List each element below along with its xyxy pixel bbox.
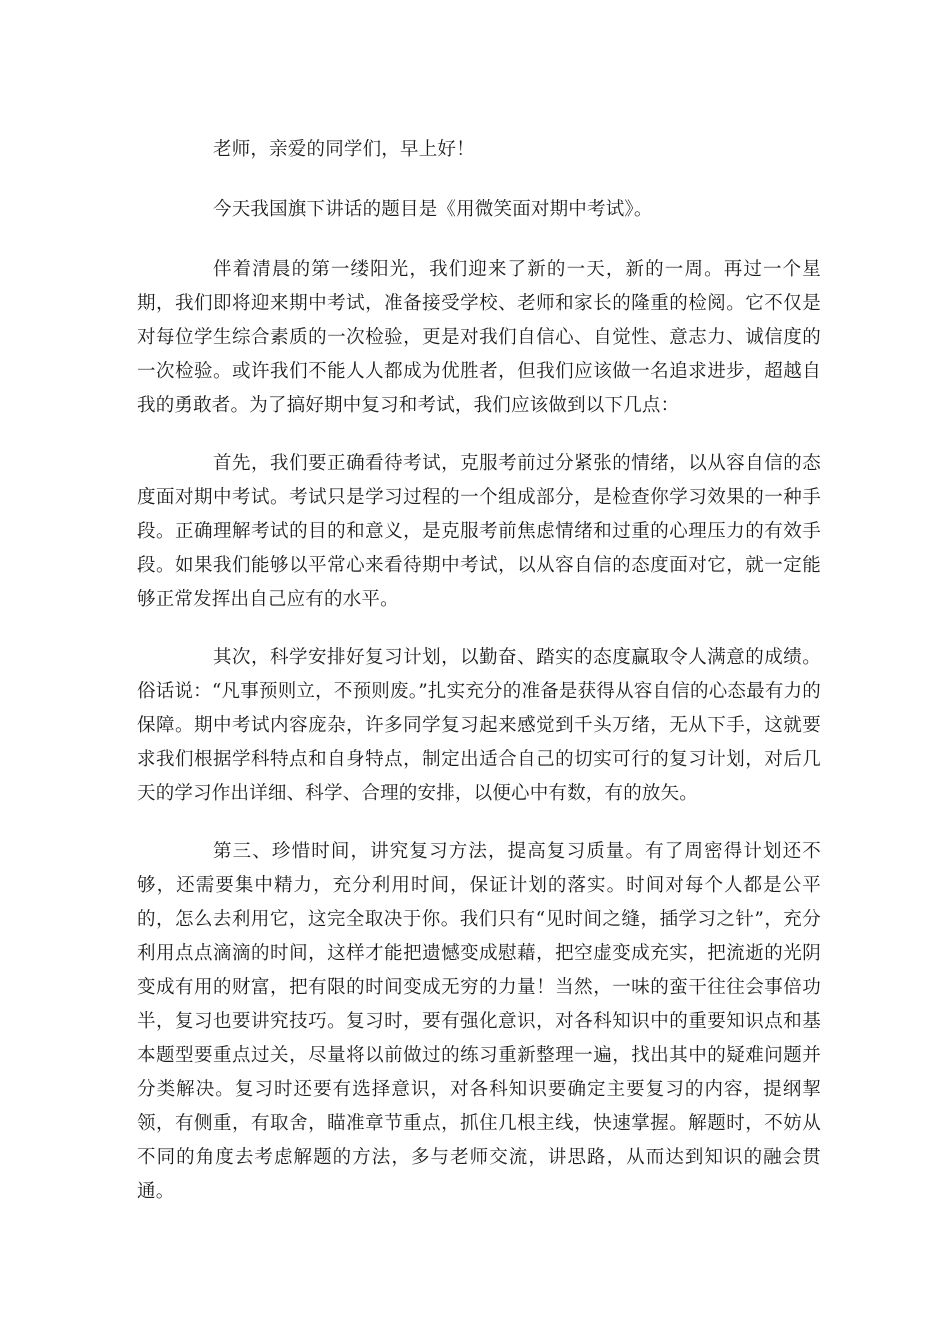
paragraph-first-point: 首先，我们要正确看待考试，克服考前过分紧张的情绪，以从容自信的态度面对期中考试。考试只是学习过程的一个组成部分，是检查你学习效果的一种手段。正确理解考试的目的和意义，是克服考前焦虑情绪和过重的心理压力的有效手段。如果我们能够以平常心来看待期中考试，以从容自信的态度面对它，就一定能够正常发挥出自己应有的水平。 bbox=[137, 453, 821, 610]
paragraph-greeting: 老师，亲爱的同学们，早上好！ bbox=[213, 139, 475, 160]
paragraph-third-point: 第三、珍惜时间，讲究复习方法，提高复习质量。有了周密得计划还不够，还需要集中精力，充分利用时间，保证计划的落实。时间对每个人都是公平的，怎么去利用它，这完全取决于你。我们只有“见时间之缝，插学习之针”，充分利用点点滴滴的时间，这样才能把遗憾变成慰藉，把空虚变成充实，把流逝的光阴变成有用的财富，把有限的时间变成无穷的力量！当然，一味的蛮干往往会事倍功半，复习也要讲究技巧。复习时，要有强化意识，对各科知识中的重要知识点和基本题型要重点过关，尽量将以前做过的练习重新整理一遍，找出其中的疑难问题并分类解决。复习时还要有选择意识，对各科知识要确定主要复习的内容，提纲挈领，有侧重，有取舍，瞄准章节重点，抓住几根主线，快速掌握。解题时，不妨从不同的角度去考虑解题的方法，多与老师交流，讲思路，从而达到知识的融会贯通。 bbox=[137, 841, 821, 1202]
paragraph-second-point: 其次，科学安排好复习计划，以勤奋、踏实的态度赢取令人满意的成绩。俗话说：“凡事预则立，不预则废。”扎实充分的准备是获得从容自信的心态最有力的保障。期中考试内容庞杂，许多同学复习起来感觉到千头万绪，无从下手，这就要求我们根据学科特点和自身特点，制定出适合自己的切实可行的复习计划，对后几天的学习作出详细、科学、合理的安排，以便心中有数，有的放矢。 bbox=[137, 647, 821, 804]
paragraph-intro: 伴着清晨的第一缕阳光，我们迎来了新的一天，新的一周。再过一个星期，我们即将迎来期中考试，准备接受学校、老师和家长的隆重的检阅。它不仅是对每位学生综合素质的一次检验，更是对我们自信心、自觉性、意志力、诚信度的一次检验。或许我们不能人人都成为优胜者，但我们应该做一名追求进步，超越自我的勇敢者。为了搞好期中复习和考试，我们应该做到以下几点： bbox=[137, 259, 821, 416]
speech-body bbox=[137, 133, 821, 1233]
paragraph-topic: 今天我国旗下讲话的题目是《用微笑面对期中考试》。 bbox=[213, 199, 653, 220]
